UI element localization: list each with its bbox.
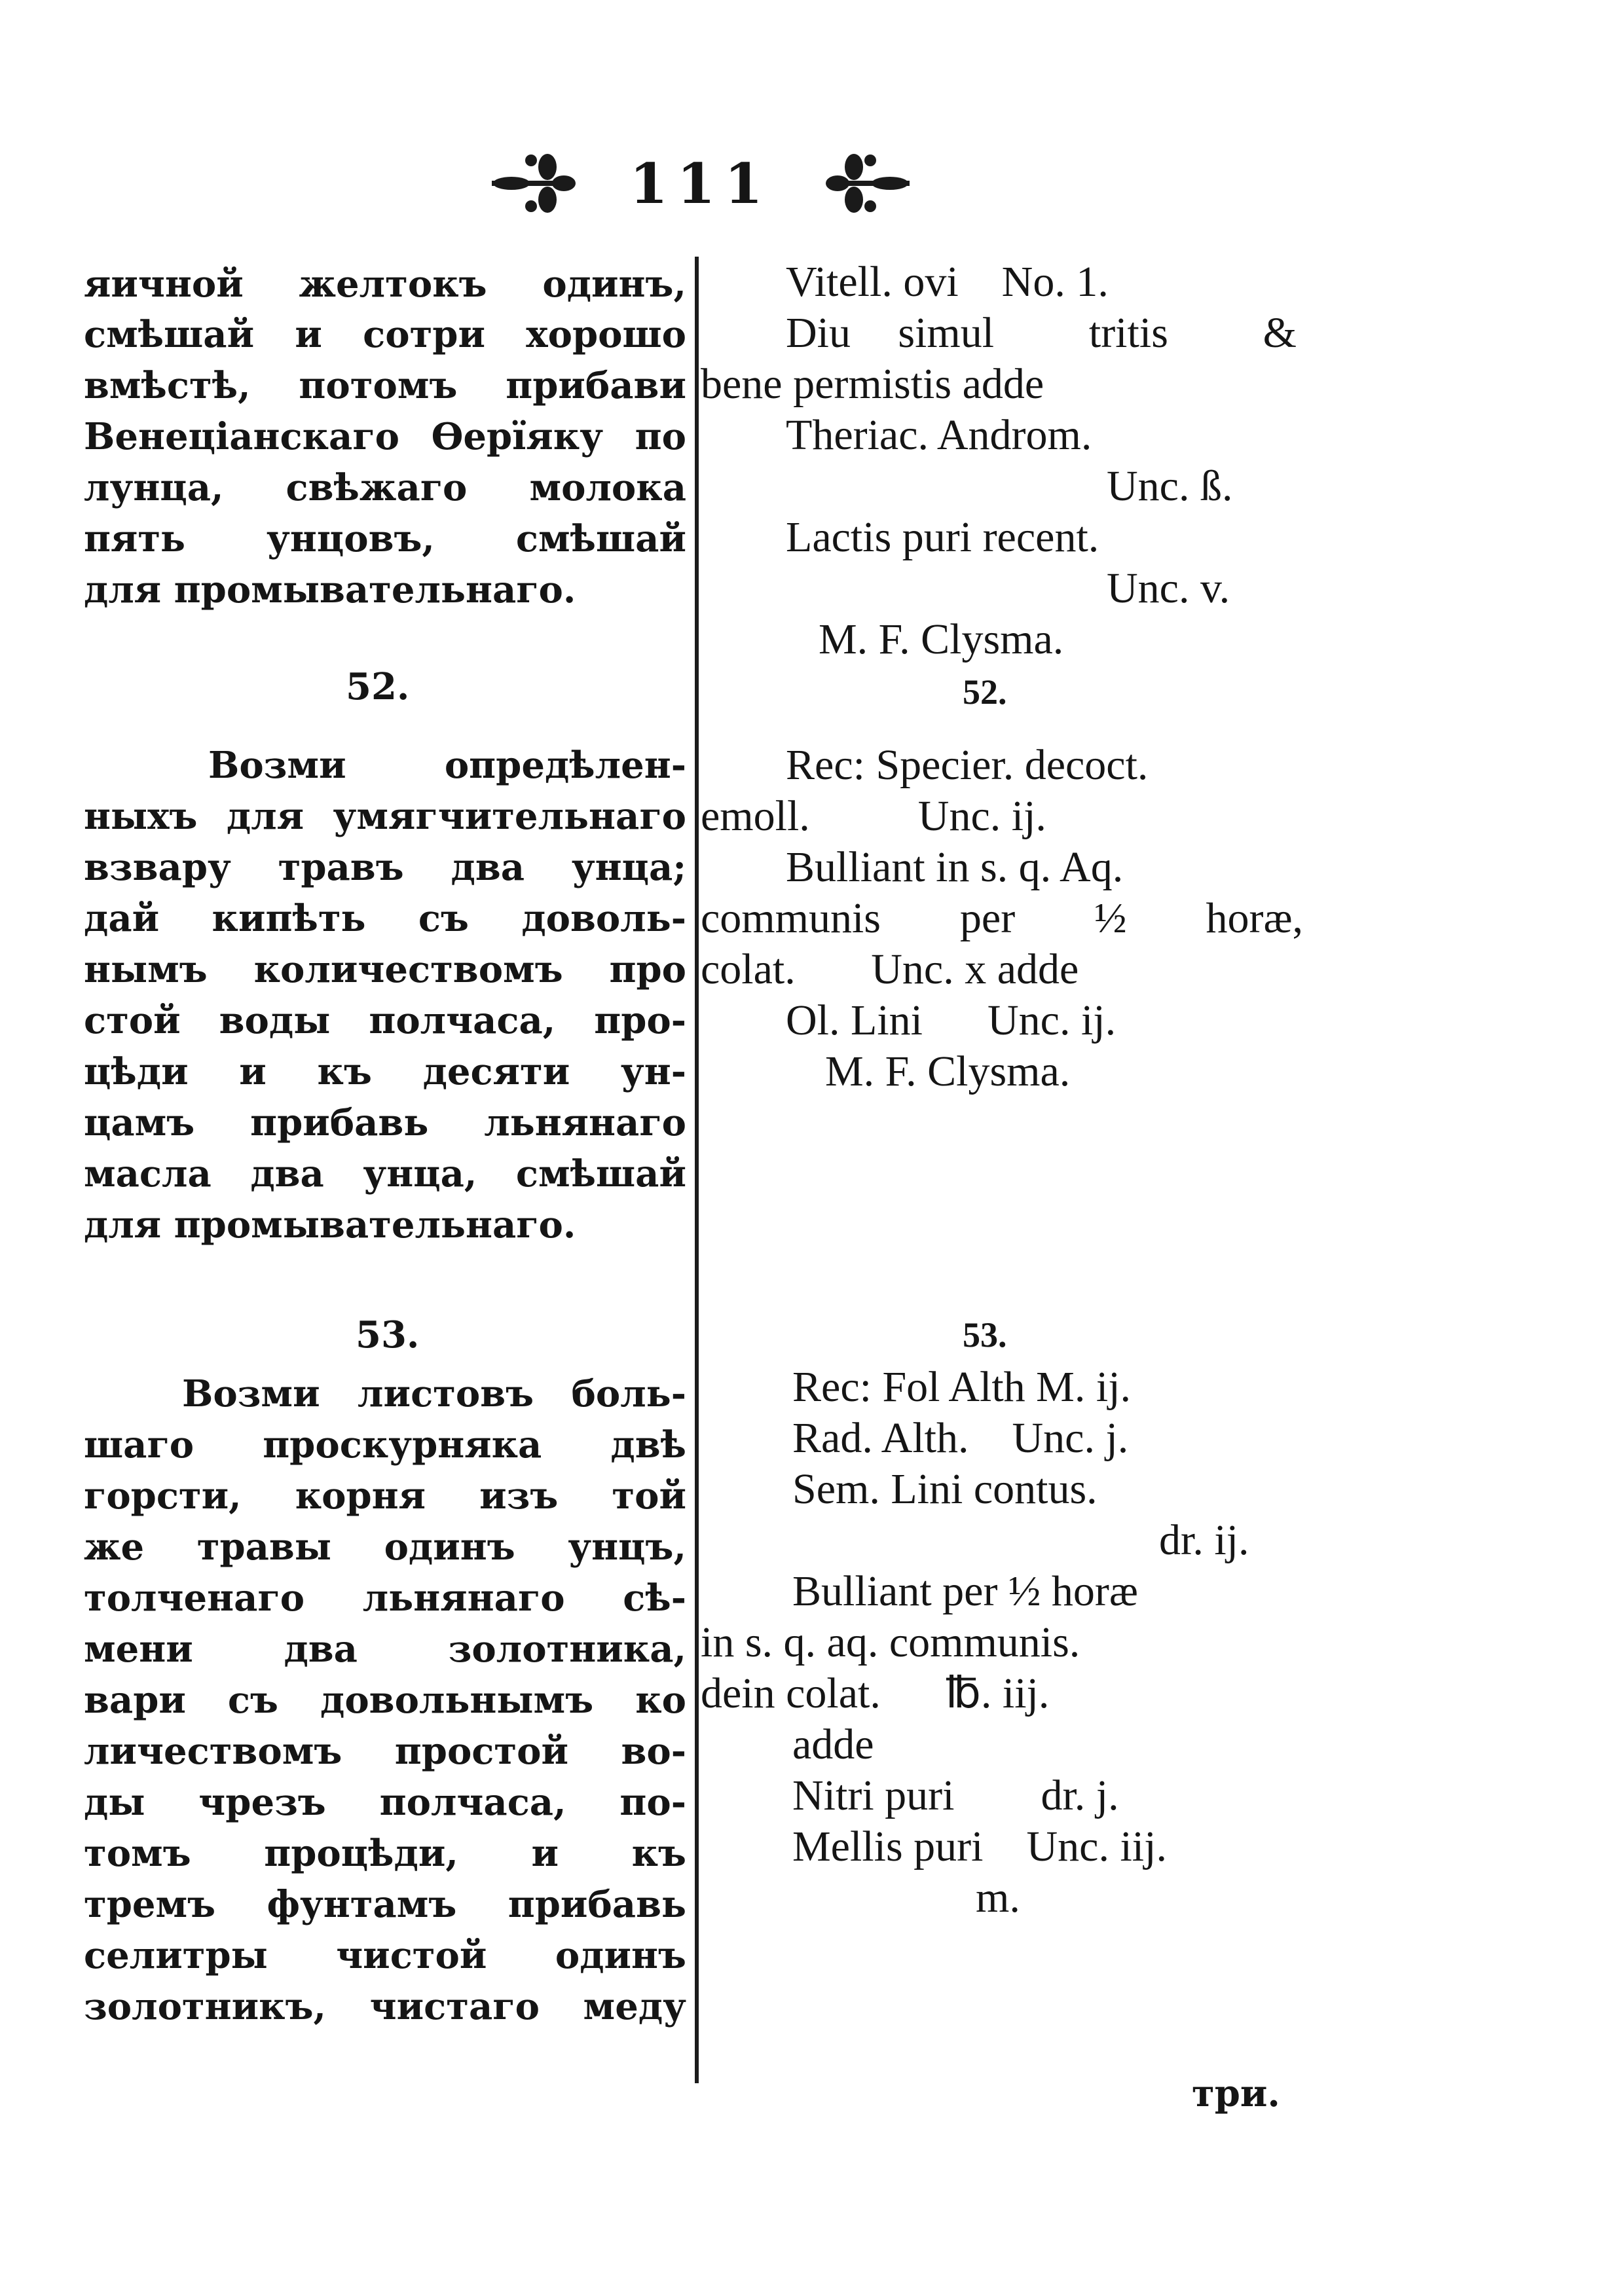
section-number: 53. xyxy=(963,1315,1007,1355)
text-line: ды чрезъ полчаса, по- xyxy=(84,1781,686,1824)
text-line: Rad. Alth. Unc. j. xyxy=(792,1414,1129,1462)
text-line: Vitell. ovi No. 1. xyxy=(786,258,1109,306)
text-line: томъ процѣди, и къ xyxy=(84,1832,686,1875)
text-line: Theriac. Androm. xyxy=(786,411,1092,459)
right-fleuron-icon xyxy=(818,147,916,219)
text-line: личествомъ простой во- xyxy=(84,1730,686,1773)
section-number: 53. xyxy=(356,1313,420,1357)
text-line: селитры чистой одинъ xyxy=(84,1934,686,1977)
left-fleuron-icon xyxy=(485,147,583,219)
section-number: 52. xyxy=(346,665,410,708)
text-line: Ol. Lini Unc. ij. xyxy=(786,996,1116,1044)
text-line: Венеціанскаго Өерїяку по xyxy=(84,415,686,458)
text-line: Unc. v. xyxy=(1107,564,1230,612)
text-line: пять унцовъ, смѣшай xyxy=(84,517,686,560)
text-line: Rec: Specier. decoct. xyxy=(786,741,1149,789)
text-line: in s. q. aq. communis. xyxy=(701,1618,1080,1666)
text-line: Mellis puri Unc. iij. xyxy=(792,1823,1167,1870)
section-number: 52. xyxy=(963,672,1007,712)
column-divider xyxy=(695,257,699,2083)
text-line: нымъ количествомъ про xyxy=(84,948,686,991)
text-line: стой воды полчаса, про- xyxy=(84,999,686,1042)
text-line: для промывательнаго. xyxy=(84,1203,576,1247)
text-line: ныхъ для умягчительнаго xyxy=(84,795,686,838)
text-line: мени два золотника, xyxy=(84,1628,686,1671)
text-line: для промывательнаго. xyxy=(84,568,576,611)
text-line: Bulliant per ½ horæ xyxy=(792,1567,1138,1615)
text-line: толченаго льнянаго сѣ- xyxy=(84,1576,686,1620)
text-line: colat. Unc. x adde xyxy=(701,945,1079,993)
text-line: лунца, свѣжаго молока xyxy=(84,466,686,509)
text-line: дай кипѣть съ доволь- xyxy=(84,897,686,940)
text-line: Nitri puri dr. j. xyxy=(792,1772,1119,1819)
text-line: M. F. Clysma. xyxy=(825,1048,1071,1095)
text-line: m. xyxy=(976,1874,1020,1922)
text-line: вмѣстѣ, потомъ прибави xyxy=(84,364,686,407)
text-line: adde xyxy=(792,1721,874,1768)
text-line: M. F. Clysma. xyxy=(819,615,1064,663)
text-line: золотникъ, чистаго меду xyxy=(84,1985,686,2028)
text-line: dein colat. ℔. iij. xyxy=(701,1669,1050,1717)
text-line: шаго проскурняка двѣ xyxy=(84,1423,686,1467)
text-line: цѣди и къ десяти ун- xyxy=(84,1050,686,1093)
page-number: 111 xyxy=(629,151,772,216)
text-line: масла два унца, смѣшай xyxy=(84,1152,686,1195)
text-line: communis per ½ horæ, xyxy=(701,894,1303,942)
text-line: dr. ij. xyxy=(1159,1516,1249,1564)
text-line: Возми опредѣлен- xyxy=(208,744,686,787)
text-line: же травы одинъ унцъ, xyxy=(84,1525,686,1569)
text-line: яичной желтокъ одинъ, xyxy=(84,263,686,306)
text-line: Diu simul tritis & xyxy=(786,309,1297,357)
text-line: Bulliant in s. q. Aq. xyxy=(786,843,1124,891)
text-line: Sem. Lini contus. xyxy=(792,1465,1098,1513)
text-line: emoll. Unc. ij. xyxy=(701,792,1046,840)
text-line: смѣшай и сотри хорошо xyxy=(84,313,686,356)
text-line: Unc. ß. xyxy=(1107,462,1233,510)
text-line: Rec: Fol Alth M. ij. xyxy=(792,1363,1132,1411)
text-line: Lactis puri recent. xyxy=(786,513,1099,561)
text-line: взвару травъ два унца; xyxy=(84,846,686,889)
text-line: bene permistis adde xyxy=(701,360,1044,408)
text-line: тремъ фунтамъ прибавь xyxy=(84,1883,686,1926)
text-line: Возми листовъ боль- xyxy=(182,1372,686,1415)
text-line: цамъ прибавь льнянаго xyxy=(84,1101,686,1144)
catchword: три. xyxy=(1192,2072,1280,2115)
text-line: горсти, корня изъ той xyxy=(84,1474,686,1518)
text-line: вари съ довольнымъ ко xyxy=(84,1679,686,1722)
page-header xyxy=(485,134,917,232)
